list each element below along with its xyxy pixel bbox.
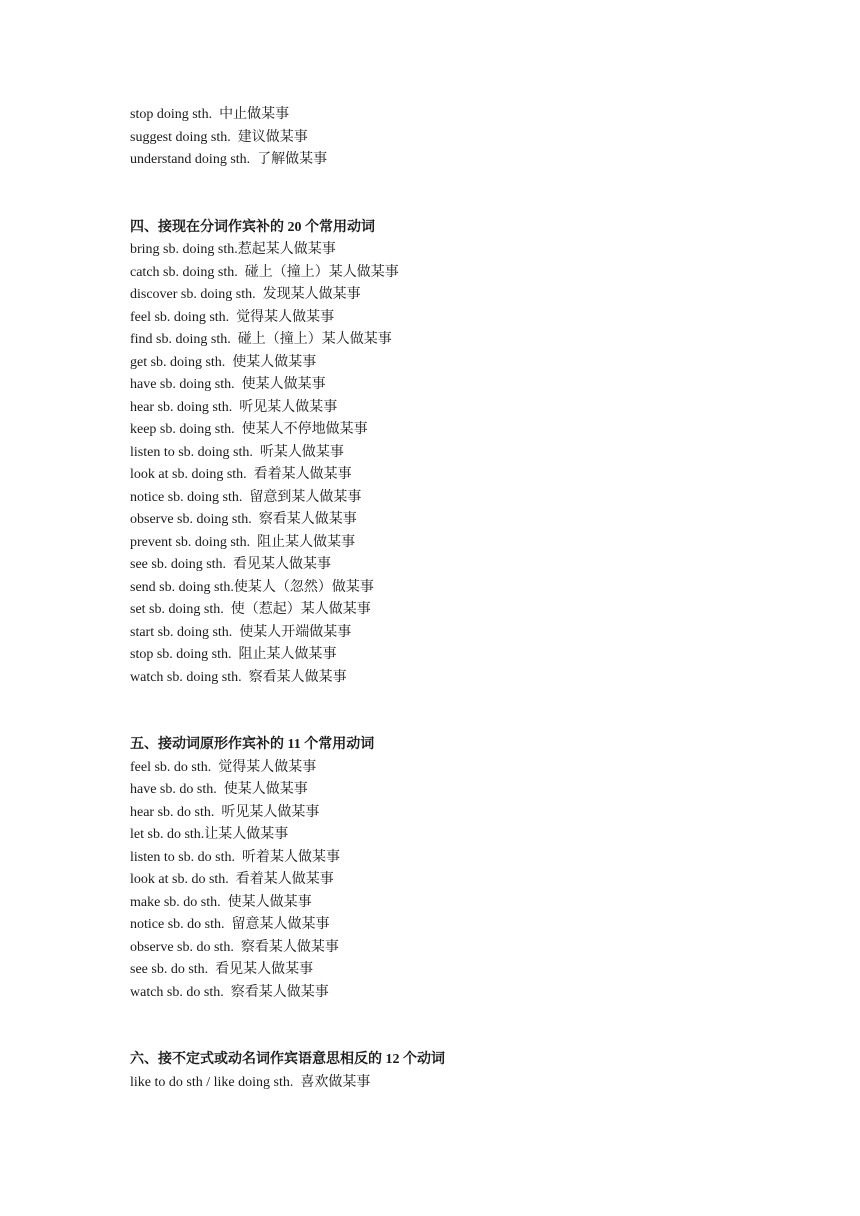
list-item: listen to sb. do sth. 听着某人做某事 <box>130 849 341 865</box>
paragraph-gap <box>130 172 770 217</box>
list-item: keep sb. doing sth. 使某人不停地做某事 <box>130 422 368 437</box>
top-list <box>130 104 770 172</box>
list-item: stop sb. doing sth. 阻止某人做某事 <box>130 647 337 662</box>
list-item: start sb. doing sth. 使某人开端做某事 <box>130 624 352 640</box>
paragraph-gap <box>130 689 770 734</box>
list-item: hear sb. do sth. 听见某人做某事 <box>130 804 320 820</box>
list-item: have sb. do sth. 使某人做某事 <box>130 782 308 797</box>
list-item: look at sb. doing sth. 看着某人做某事 <box>130 467 352 482</box>
list-item: suggest doing sth. 建议做某事 <box>130 129 308 145</box>
list-item: let sb. do sth.让某人做某事 <box>130 827 289 842</box>
section-heading: 四、接现在分词作宾补的 20 个常用动词 <box>130 219 375 235</box>
list-item: watch sb. doing sth. 察看某人做某事 <box>130 669 347 685</box>
list-item: set sb. doing sth. 使（惹起）某人做某事 <box>130 602 371 617</box>
list-item: listen to sb. doing sth. 听某人做某事 <box>130 444 344 460</box>
list-item: watch sb. do sth. 察看某人做某事 <box>130 984 329 1000</box>
paragraph-gap <box>130 1004 770 1049</box>
list-item: discover sb. doing sth. 发现某人做某事 <box>130 287 361 302</box>
list-item: look at sb. do sth. 看着某人做某事 <box>130 872 334 887</box>
document-page <box>130 104 770 1094</box>
section-heading: 六、接不定式或动名词作宾语意思相反的 12 个动词 <box>130 1052 445 1067</box>
section-heading: 五、接动词原形作宾补的 11 个常用动词 <box>130 737 375 752</box>
list-item: see sb. do sth. 看见某人做某事 <box>130 962 314 977</box>
list-item: bring sb. doing sth.惹起某人做某事 <box>130 242 336 257</box>
list-item: hear sb. doing sth. 听见某人做某事 <box>130 399 338 415</box>
list-item: stop doing sth. 中止做某事 <box>130 107 290 122</box>
list-item: observe sb. doing sth. 察看某人做某事 <box>130 512 357 527</box>
list-item: prevent sb. doing sth. 阻止某人做某事 <box>130 534 356 550</box>
list-item: like to do sth / like doing sth. 喜欢做某事 <box>130 1074 371 1090</box>
list-item: notice sb. doing sth. 留意到某人做某事 <box>130 489 362 505</box>
list-item: catch sb. doing sth. 碰上（撞上）某人做某事 <box>130 264 399 280</box>
list-item: get sb. doing sth. 使某人做某事 <box>130 354 317 370</box>
list-item: see sb. doing sth. 看见某人做某事 <box>130 557 332 572</box>
section-six <box>130 1049 770 1094</box>
list-item: observe sb. do sth. 察看某人做某事 <box>130 939 339 955</box>
list-item: make sb. do sth. 使某人做某事 <box>130 894 312 910</box>
list-item: feel sb. do sth. 觉得某人做某事 <box>130 759 317 775</box>
list-item: feel sb. doing sth. 觉得某人做某事 <box>130 309 335 325</box>
list-item: find sb. doing sth. 碰上（撞上）某人做某事 <box>130 332 392 347</box>
list-item: notice sb. do sth. 留意某人做某事 <box>130 917 330 932</box>
list-item: send sb. doing sth.使某人（忽然）做某事 <box>130 579 374 595</box>
list-item: understand doing sth. 了解做某事 <box>130 152 328 167</box>
section-five <box>130 734 770 1004</box>
list-item: have sb. doing sth. 使某人做某事 <box>130 377 326 392</box>
section-four <box>130 217 770 690</box>
